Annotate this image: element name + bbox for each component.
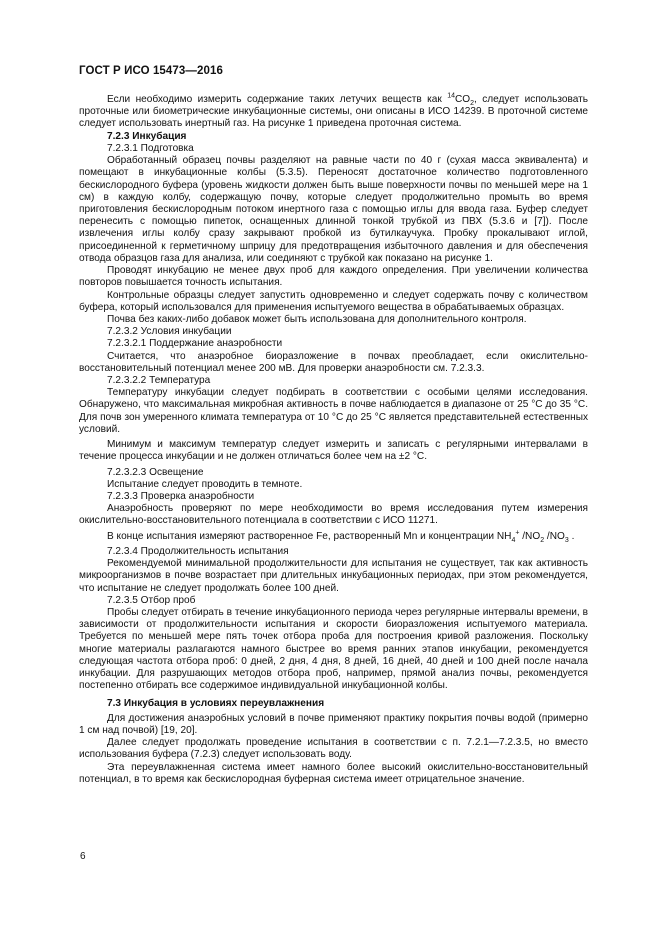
section-heading: 7.2.3 Инкубация <box>107 130 187 142</box>
subsection-heading: 7.2.3.2.2 Температура <box>107 375 211 387</box>
paragraph: Эта переувлажненная система имеет намного более высокий окислительно-восстановительный потенциал, в то время как бескислородная буферная система имеет отрицательное значение. <box>79 761 588 785</box>
paragraph: В конце испытания измеряют растворенное Fe, растворенный Mn и концентрации $NH_4^+$ $/NO_2$ $/NO_3$ . <box>107 529 575 544</box>
paragraph: Считается, что анаэробное биоразложение в почвах преобладает, если окислительно-восстановительный потенциал менее 200 мВ. Для проверки анаэробности см. 7.2.3.3. <box>79 350 588 374</box>
paragraph: Рекомендуемой минимальной продолжительности для испытания не существует, так как активность микроорганизмов в почве возрастает при длительных инкубационных периодах, при этом рекомендуется, что испытание не следует продолжать более 100 дней. <box>79 558 588 594</box>
document-header: ГОСТ Р ИСО 15473—2016 <box>79 65 224 77</box>
subsection-heading: 7.2.3.5 Отбор проб <box>107 594 196 606</box>
paragraph: Испытание следует проводить в темноте. <box>107 478 303 490</box>
paragraph: Для достижения анаэробных условий в почве применяют практику покрытия почвы водой (примерно 1 см над почвой) [19, 20]. <box>79 712 588 736</box>
paragraph: Почва без каких-либо добавок может быть использована для дополнительного контроля. <box>107 313 527 325</box>
subsection-heading: 7.2.3.2.3 Освещение <box>107 466 204 478</box>
subsection-heading: 7.2.3.2 Условия инкубации <box>107 326 232 338</box>
paragraph: Обработанный образец почвы разделяют на равные части по 40 г (сухая масса эквивалента) и помещают в инкубационные колбы (5.3.5). Переносят достаточное количество подготовленного бескислородного буфера (уровень жидкости должен быть выше поверхности почвы по меньшей мере на 1 см) в каждую колбу, содержащую почву, которые следует продолжительно промыть во время приготовления бескислородным потоком инертного газа с помощью иглы для ввода газа. Буфер следует перенесить с помощью пипеток, оснащенных длинной тонкой трубкой из ПВХ (5.3.6 и [7]). После извлечения иглы колбу сразу закрывают пробкой из бутилкаучука. Пробку прокалывают иглой, присоединенной к герметичному шприцу для предотвращения избыточного давления и для обеспечения отвода образцов газа для анализа, или соединяют с трубкой как показано на рисунке 1. <box>79 155 588 264</box>
subsection-heading: 7.2.3.2.1 Поддержание анаэробности <box>107 338 283 350</box>
paragraph: Минимум и максимум температур следует измерить и записать с регулярными интервалами в течение процесса инкубации и не должен отличаться более чем на ±2 °С. <box>79 439 588 463</box>
section-heading: 7.3 Инкубация в условиях переувлажнения <box>107 697 325 709</box>
paragraph: Если необходимо измерить содержание таких летучих веществ как $^{14}CO_2$, следует использовать проточные или биометрические инкубационные системы, они описаны в ИСО 14239. В проточной системе следует использовать инертный газ. На рисунке 1 приведена проточная система. <box>79 92 588 130</box>
page-number: 6 <box>80 851 86 862</box>
paragraph: Температуру инкубации следует подбирать в соответствии с особыми целями исследования. Обнаружено, что максимальная микробная активность в почве наблюдается в диапазоне от 25 °С до 35 °С. Для почв зон умеренного климата температура от 10 °С до 25 °С является представительней естественных условий. <box>79 387 588 435</box>
paragraph: Далее следует продолжать проведение испытания в соответствии с п. 7.2.1—7.2.3.5, но вместо использования буфера (7.2.3) следует использовать воду. <box>79 737 588 761</box>
paragraph: Пробы следует отбирать в течение инкубационного периода через регулярные интервалы времени, в зависимости от продолжительности испытания и скорости биоразложения испытуемого материала. Требуется по меньшей мере пять точек отбора проба для построения кривой разложения. Поскольку многие материалы разлагаются намного быстрее во время ранних этапов инкубации, рекомендуется следующая частота отбора проб: 0 дней, 2 дня, 4 дня, 8 дней, 16 дней, 40 дней и 100 дней после начала инкубации. Для разрушающих методов отбора проб, например, прямой анализ почвы, рекомендуется постепенно отбирать все содержимое индивидуальной инкубационной колбы. <box>79 606 588 692</box>
subsection-heading: 7.2.3.3 Проверка анаэробности <box>107 491 255 502</box>
subsection-heading: 7.2.3.1 Подготовка <box>107 142 194 154</box>
document-body <box>79 94 588 786</box>
subsection-heading: 7.2.3.4 Продолжительность испытания <box>107 545 289 557</box>
paragraph: Контрольные образцы следует запустить одновременно и следует содержать почву с количеством буфера, который использовался для применения испытуемого вещества в обрабатываемых образцах. <box>79 289 588 313</box>
paragraph: Проводят инкубацию не менее двух проб для каждого определения. При увеличении количества повторов повышается точность испытания. <box>79 265 588 289</box>
paragraph: Анаэробность проверяют по мере необходимости во время исследования путем измерения окислительно-восстановительного потенциала в соответствии с ИСО 11271. <box>79 503 588 527</box>
